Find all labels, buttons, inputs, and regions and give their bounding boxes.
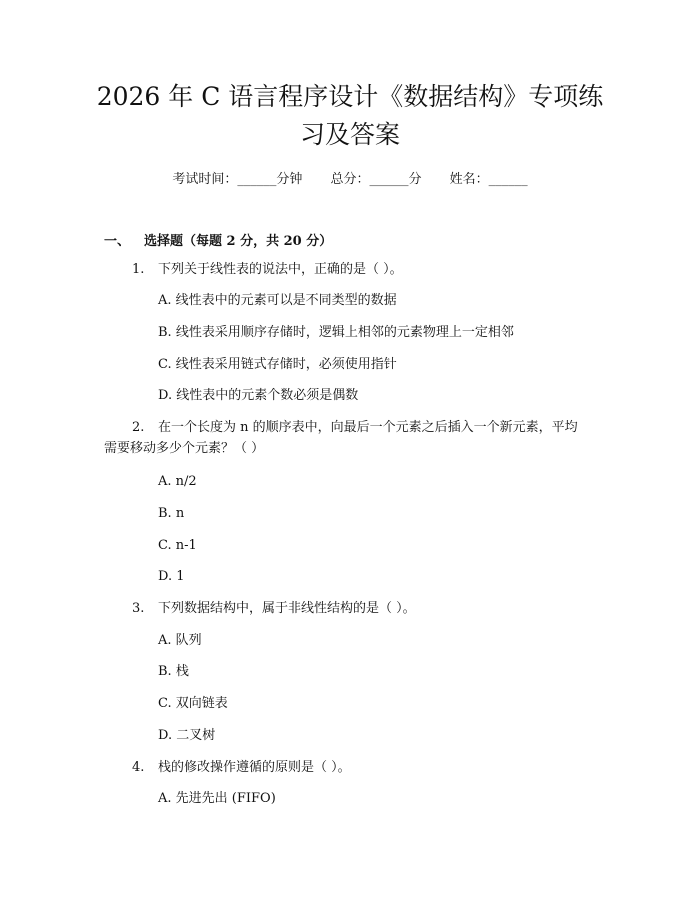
document-title [70,78,630,154]
option-1d: D. 线性表中的元素个数必须是偶数 [158,388,359,403]
question-number: 1. [132,262,145,277]
option-3b: B. 栈 [158,664,189,679]
option-2d: D. 1 [158,569,185,584]
total-score: 总分：______分 [330,172,422,187]
question-number: 4. [132,760,145,775]
section-heading [104,230,332,249]
question-number: 3. [132,601,145,616]
option-3d: D. 二叉树 [158,728,216,743]
option-3c: C. 双向链表 [158,696,228,711]
question-number: 2. [132,420,145,435]
exam-time: 考试时间：______分钟 [172,172,303,187]
question-2 [132,418,578,438]
question-text: 下列关于线性表的说法中，正确的是（ ）。 [158,262,403,277]
question-2-continued: 需要移动多少个元素？（ ） [104,441,265,456]
question-text: 栈的修改操作遵循的原则是（ ）。 [158,760,351,775]
option-3a: A. 队列 [158,633,202,648]
option-1c: C. 线性表采用链式存储时，必须使用指针 [158,357,397,372]
question-3 [132,599,416,619]
question-1 [132,260,403,280]
question-4 [132,758,351,778]
option-1b: B. 线性表采用顺序存储时，逻辑上相邻的元素物理上一定相邻 [158,325,514,340]
option-1a: A. 线性表中的元素可以是不同类型的数据 [158,293,397,308]
student-name: 姓名：______ [449,172,528,187]
option-2a: A. n/2 [158,474,197,489]
question-text: 在一个长度为 n 的顺序表中，向最后一个元素之后插入一个新元素，平均 [158,420,578,435]
title-line-2: 习及答案 [299,120,400,149]
option-2c: C. n-1 [158,538,197,553]
exam-meta [0,168,700,187]
title-line-1: 2026 年 C 语言程序设计《数据结构》专项练 [96,82,604,111]
section-title: 选择题（每题 2 分，共 20 分） [144,234,333,249]
option-2b: B. n [158,506,185,521]
question-text: 下列数据结构中，属于非线性结构的是（ ）。 [158,601,416,616]
option-4a: A. 先进先出 (FIFO) [158,791,276,806]
section-number: 一、 [104,234,131,249]
